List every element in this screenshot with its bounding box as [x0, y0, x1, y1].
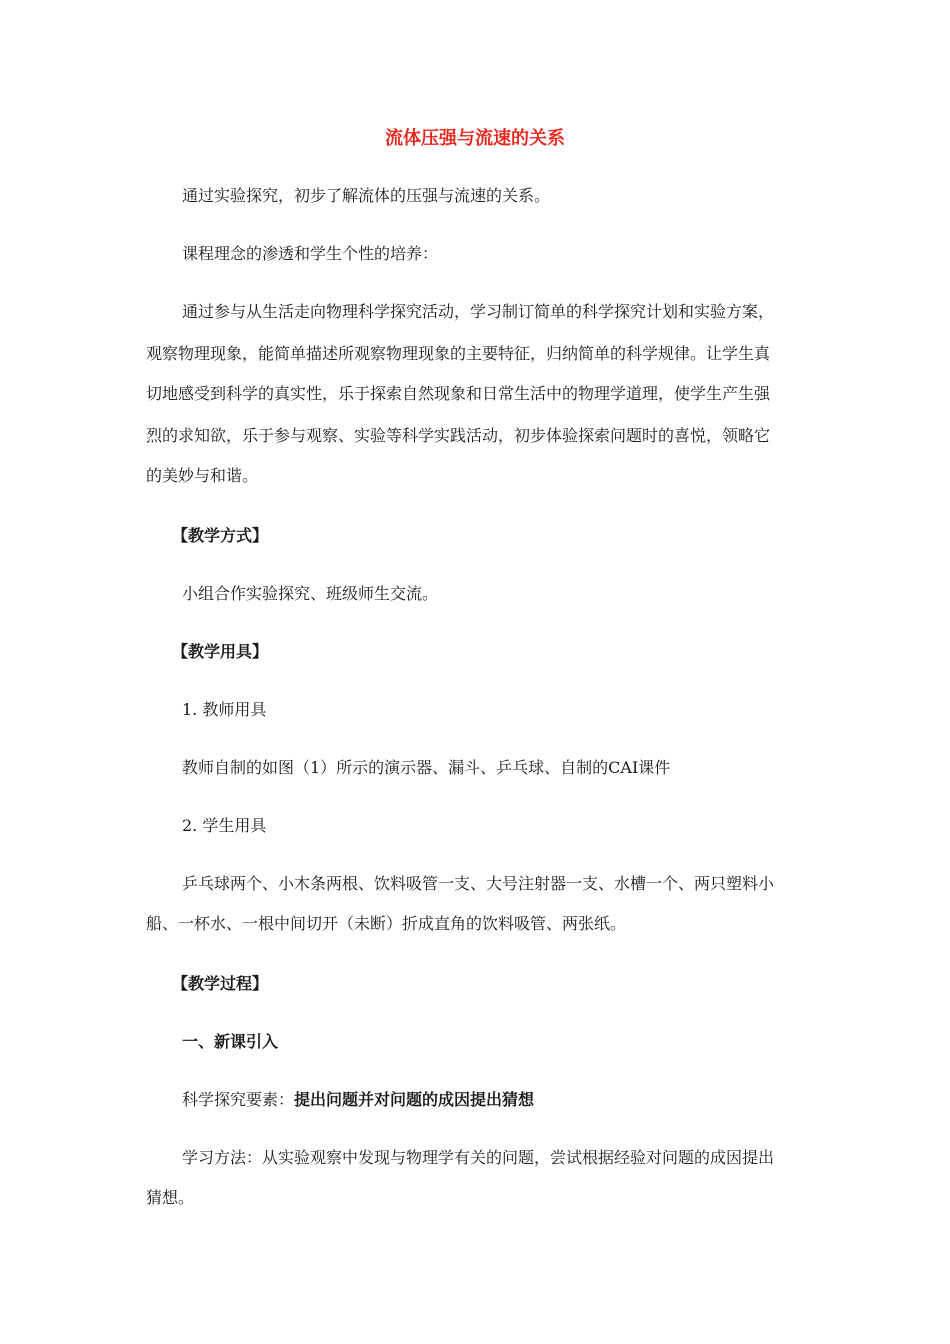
method-heading: 【教学方式】	[172, 526, 269, 545]
inquiry-label: 科学探究要素：	[182, 1090, 295, 1109]
concept-line: 切地感受到科学的真实性，乐于探索自然现象和日常生活中的物理学道理，使学生产生强	[146, 384, 771, 403]
inquiry-emphasis: 提出问题并对问题的成因提出猜想	[294, 1090, 535, 1109]
student-tools-line: 乒乓球两个、小木条两根、饮料吸管一支、大号注射器一支、水槽一个、两只塑料小	[182, 874, 775, 893]
teacher-tools-text: 教师自制的如图（1）所示的演示器、漏斗、乒乓球、自制的CAI课件	[182, 758, 671, 777]
method-text: 小组合作实验探究、班级师生交流。	[182, 584, 439, 603]
part1-heading: 一、新课引入	[182, 1032, 279, 1051]
tools-heading: 【教学用具】	[172, 642, 269, 661]
teacher-tools-label: 1. 教师用具	[182, 700, 267, 719]
document-title: 流体压强与流速的关系	[385, 128, 565, 149]
process-heading: 【教学过程】	[172, 974, 269, 993]
concept-line: 烈的求知欲，乐于参与观察、实验等科学实践活动，初步体验探索问题时的喜悦，领略它	[146, 426, 771, 445]
concept-line: 通过参与从生活走向物理科学探究活动，学习制订简单的科学探究计划和实验方案，	[182, 302, 775, 321]
concept-line: 观察物理现象，能简单描述所观察物理现象的主要特征，归纳简单的科学规律。让学生真	[146, 344, 771, 363]
objective-text: 通过实验探究，初步了解流体的压强与流速的关系。	[182, 186, 551, 205]
concept-line: 的美妙与和谐。	[146, 466, 259, 485]
concept-heading: 课程理念的渗透和学生个性的培养：	[182, 244, 439, 263]
study-line: 学习方法：从实验观察中发现与物理学有关的问题，尝试根据经验对问题的成因提出	[182, 1148, 775, 1167]
student-tools-label: 2. 学生用具	[182, 816, 267, 835]
student-tools-line: 船、一杯水、一根中间切开（未断）折成直角的饮料吸管、两张纸。	[146, 914, 627, 933]
inquiry-line	[182, 1090, 534, 1110]
study-line: 猜想。	[146, 1188, 195, 1207]
